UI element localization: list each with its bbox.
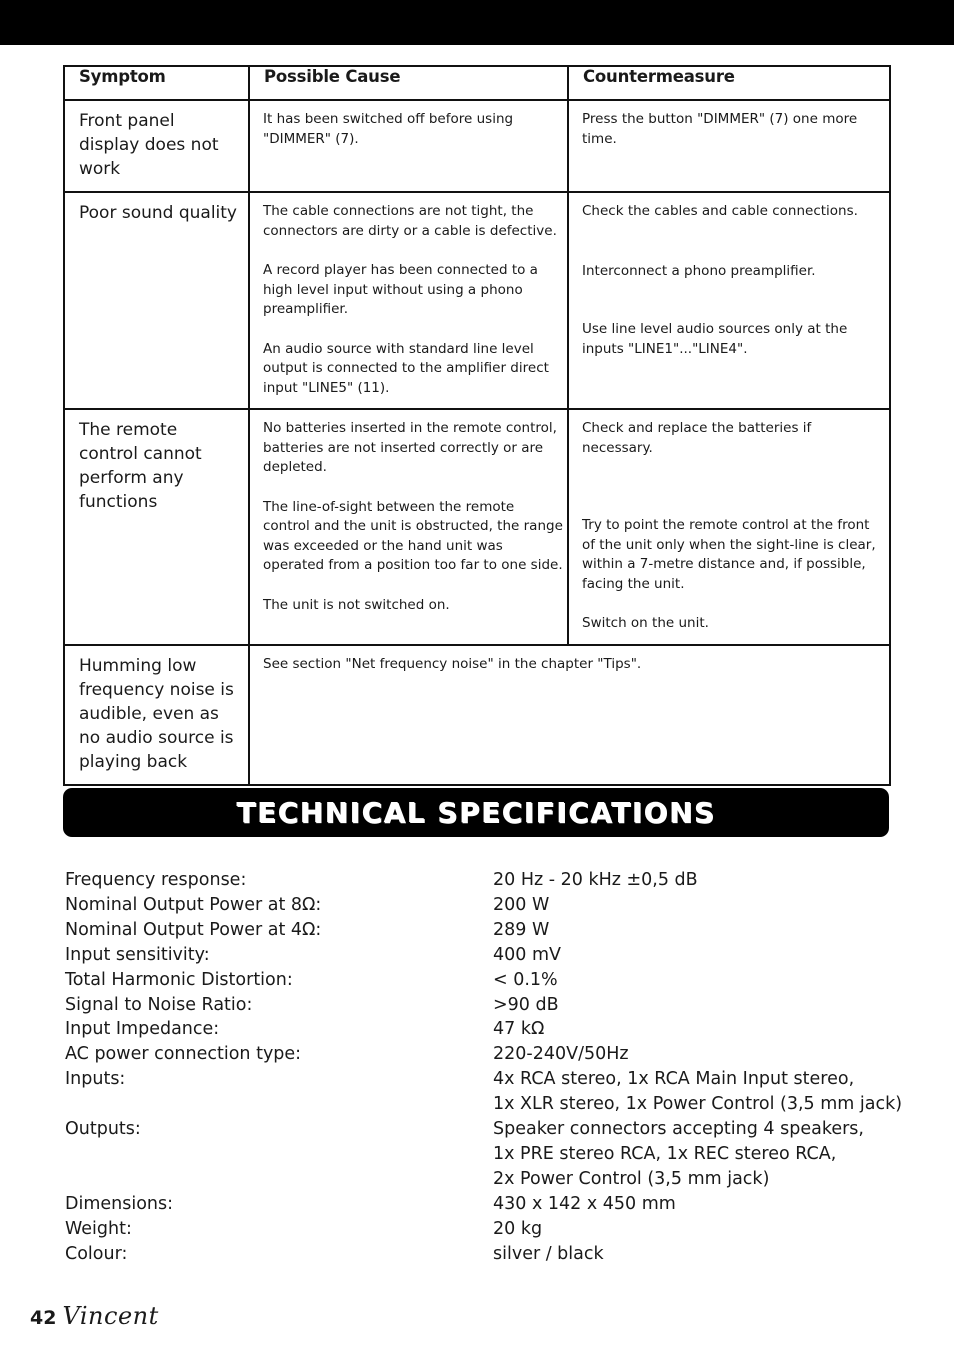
spec-value: 289 W — [493, 919, 550, 940]
cause-text: The cable connections are not tight, the connectors are dirty or a cable is defective. — [263, 203, 557, 239]
countermeasure-text: Check and replace the batteries if necessary. — [582, 420, 812, 456]
spec-row — [65, 993, 925, 1018]
spec-row — [65, 943, 925, 968]
page-number: 42 — [30, 1307, 57, 1329]
cause-cell — [249, 100, 568, 192]
spec-label: Nominal Output Power at 4Ω: — [65, 919, 322, 940]
page-footer — [30, 1302, 159, 1330]
table-row — [64, 645, 890, 785]
spec-value: 200 W — [493, 894, 550, 915]
spec-label: Signal to Noise Ratio: — [65, 994, 253, 1015]
spec-row — [65, 1242, 925, 1267]
spec-value: 220-240V/50Hz — [493, 1044, 629, 1065]
spec-row — [65, 1217, 925, 1242]
countermeasure-cell — [568, 100, 890, 192]
table-row — [64, 192, 890, 409]
table-row — [64, 409, 890, 645]
section-title: TECHNICAL SPECIFICATIONS — [236, 796, 716, 829]
symptom-cell: Poor sound quality — [64, 192, 249, 409]
cause-cell — [249, 192, 568, 409]
spec-label: AC power connection type: — [65, 1044, 302, 1065]
spec-row — [65, 893, 925, 918]
cause-text: An audio source with standard line level output is connected to the amplifier direct input "LINE5" (11). — [263, 340, 549, 396]
countermeasure-text: Interconnect a phono preamplifier. — [582, 262, 816, 279]
countermeasure-text: Try to point the remote control at the front of the unit only when the sight-line is clear, within a 7-metre distance and, if possible, facing the unit. — [582, 517, 876, 592]
spec-label: Nominal Output Power at 8Ω: — [65, 894, 322, 915]
spec-row — [65, 1067, 925, 1117]
spec-label: Outputs: — [65, 1119, 141, 1140]
cause-text: A record player has been connected to a high level input without using a phono preamplifier. — [263, 262, 538, 317]
spec-value: Speaker connectors accepting 4 speakers, 1x PRE stereo RCA, 1x REC stereo RCA, 2x Power Control (3,5 mm jack) — [493, 1119, 864, 1189]
spec-row — [65, 1042, 925, 1067]
spec-value: silver / black — [493, 1243, 604, 1264]
specifications-banner — [63, 788, 889, 837]
header-possible-cause: Possible Cause — [249, 66, 568, 100]
countermeasure-cell — [568, 409, 890, 645]
cause-text: It has been switched off before using "DIMMER" (7). — [263, 111, 514, 147]
troubleshooting-table — [63, 65, 891, 786]
spec-label: Input sensitivity: — [65, 944, 210, 965]
spec-row — [65, 968, 925, 993]
specifications-list — [65, 868, 925, 1267]
spec-value: 47 kΩ — [493, 1019, 545, 1040]
countermeasure-text: Use line level audio sources only at the inputs "LINE1"..."LINE4". — [582, 321, 848, 357]
symptom-cell: The remote control cannot perform any functions — [64, 409, 249, 645]
cause-text: The unit is not switched on. — [263, 596, 450, 613]
note-cell — [249, 645, 890, 785]
spec-value: 430 x 142 x 450 mm — [493, 1193, 676, 1214]
spec-value: 4x RCA stereo, 1x RCA Main Input stereo, 1x XLR stereo, 1x Power Control (3,5 mm jack) — [493, 1069, 903, 1115]
cause-cell — [249, 409, 568, 645]
spec-label: Dimensions: — [65, 1193, 174, 1214]
symptom-cell: Front panel display does not work — [64, 100, 249, 192]
spec-value: 20 Hz - 20 kHz ±0,5 dB — [493, 870, 698, 890]
cause-text: No batteries inserted in the remote control, batteries are not inserted correctly or are depleted. — [263, 420, 557, 475]
spec-row — [65, 868, 925, 893]
brand-logo: Vincent — [62, 1302, 159, 1330]
spec-value: 20 kg — [493, 1218, 543, 1239]
header-countermeasure: Countermeasure — [568, 66, 890, 100]
spec-label: Inputs: — [65, 1069, 126, 1090]
countermeasure-text: Switch on the unit. — [582, 615, 709, 631]
countermeasure-text: Press the button "DIMMER" (7) one more time. — [582, 111, 858, 147]
note-text: See section "Net frequency noise" in the chapter "Tips". — [263, 655, 642, 672]
spec-value: >90 dB — [493, 994, 559, 1015]
header-symptom: Symptom — [64, 66, 249, 100]
spec-label: Weight: — [65, 1218, 132, 1239]
symptom-cell: Humming low frequency noise is audible, even as no audio source is playing back — [64, 645, 249, 785]
spec-row — [65, 1117, 925, 1192]
spec-label: Input Impedance: — [65, 1019, 220, 1040]
spec-label: Total Harmonic Distortion: — [65, 969, 293, 990]
table-header-row — [64, 66, 890, 100]
countermeasure-cell — [568, 192, 890, 409]
countermeasure-text: Check the cables and cable connections. — [582, 203, 858, 219]
table-row — [64, 100, 890, 192]
top-bar — [0, 0, 954, 45]
spec-value: < 0.1% — [493, 969, 558, 990]
spec-label: Frequency response: — [65, 870, 247, 890]
spec-row — [65, 1017, 925, 1042]
spec-row — [65, 918, 925, 943]
spec-label: Colour: — [65, 1243, 128, 1264]
spec-row — [65, 1192, 925, 1217]
cause-text: The line-of-sight between the remote control and the unit is obstructed, the range was exceeded or the hand unit was operated from a position too far to one side. — [263, 498, 563, 573]
spec-value: 400 mV — [493, 944, 561, 965]
